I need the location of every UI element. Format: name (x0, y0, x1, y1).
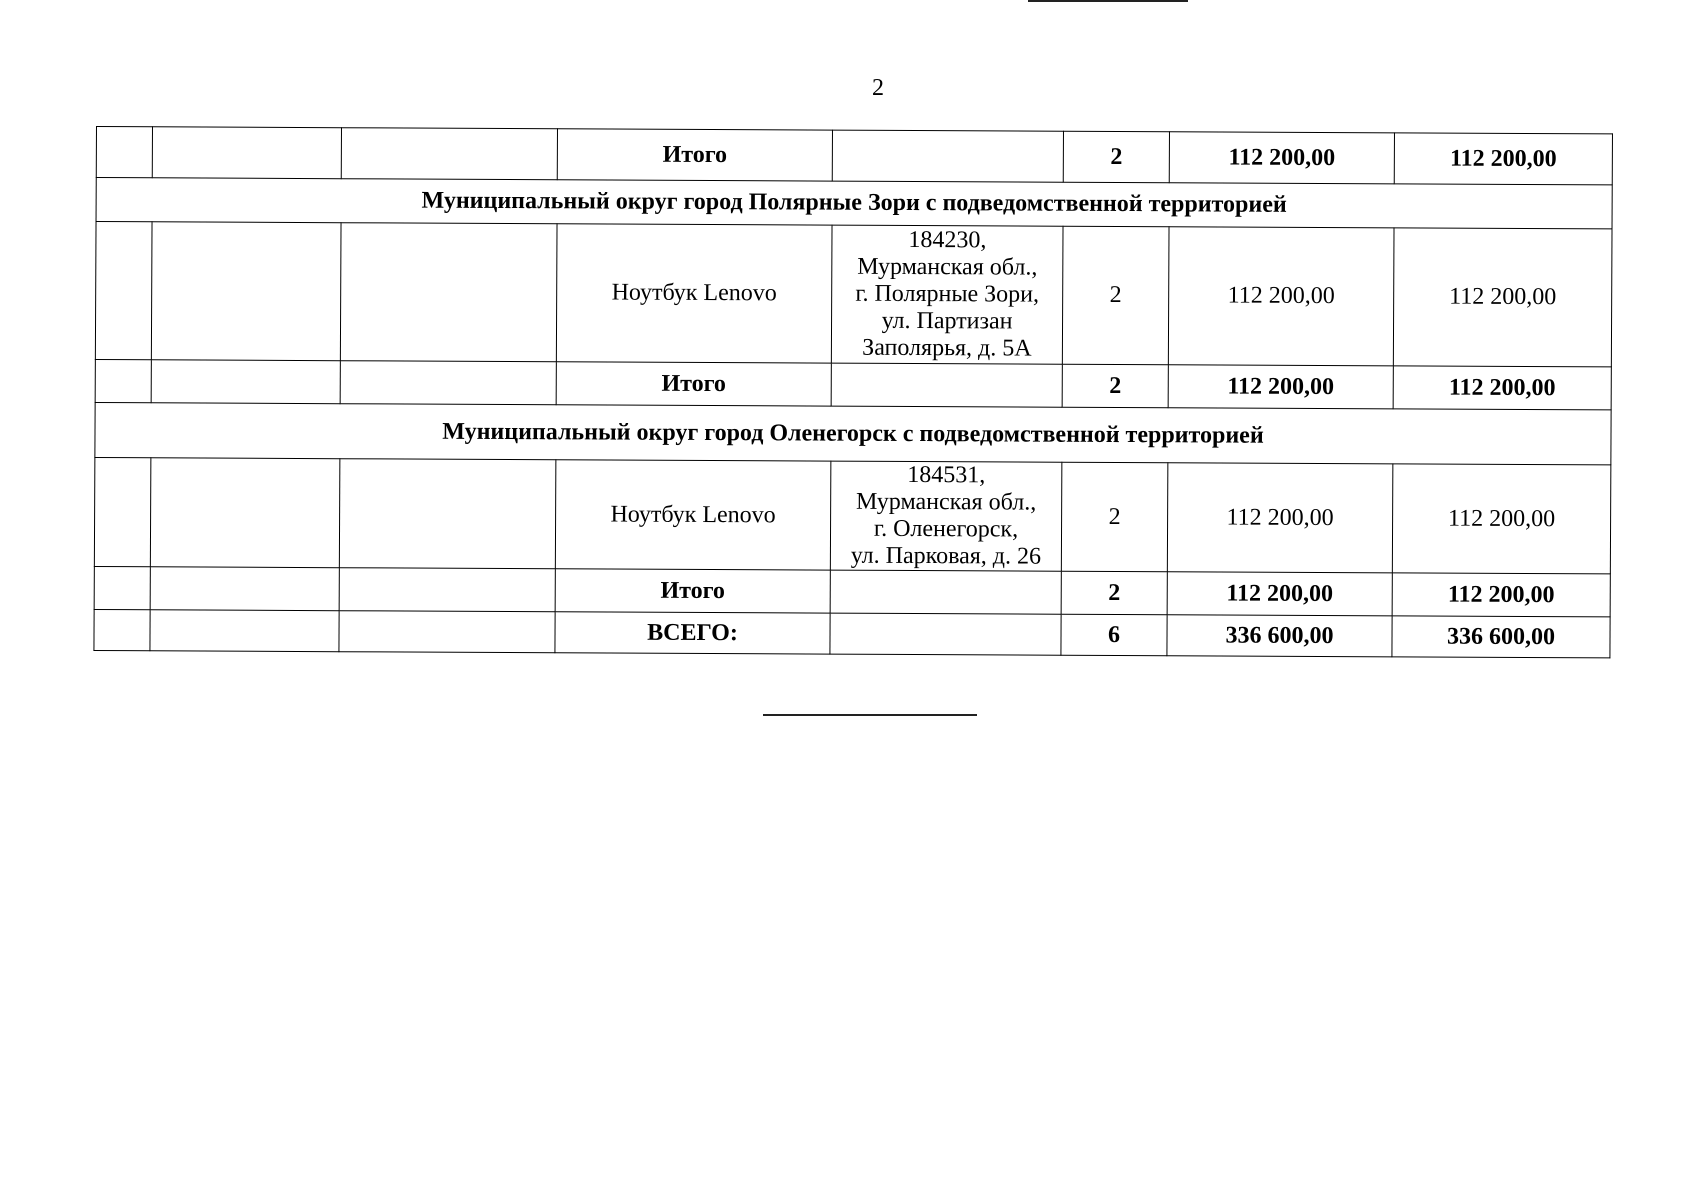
item-sum: 112 200,00 (1393, 228, 1612, 367)
total-price: 112 200,00 (1169, 132, 1394, 184)
empty-cell (341, 128, 557, 180)
table-row-section (95, 402, 1611, 464)
address-line: Заполярья, д. 5А (862, 334, 1032, 362)
grand-total-qty: 6 (1061, 614, 1167, 656)
equipment-table (93, 126, 1613, 658)
total-qty: 2 (1063, 131, 1169, 183)
empty-cell (95, 222, 152, 360)
empty-cell (96, 127, 152, 178)
empty-cell (94, 609, 150, 650)
empty-cell (151, 360, 340, 404)
empty-cell (831, 363, 1062, 407)
item-price: 112 200,00 (1167, 463, 1393, 573)
table-row-grand-total (94, 609, 1610, 657)
address-line: ул. Парковая, д. 26 (850, 542, 1042, 570)
table-row-item (95, 222, 1612, 367)
top-edge-mark (1028, 0, 1188, 2)
empty-cell (94, 457, 151, 566)
end-of-document-rule (763, 714, 977, 716)
total-label: Итого (556, 362, 831, 406)
address-line: г. Оленегорск, (873, 515, 1019, 543)
address-line: Мурманская обл., (857, 253, 1038, 281)
grand-total-sum: 336 600,00 (1392, 616, 1610, 658)
empty-cell (339, 459, 556, 569)
page-number: 2 (872, 75, 884, 101)
total-label: Итого (557, 129, 832, 181)
empty-cell (339, 568, 555, 612)
address-line: 184230, (908, 226, 987, 254)
item-price: 112 200,00 (1168, 227, 1394, 366)
total-sum: 112 200,00 (1392, 573, 1610, 617)
empty-cell (830, 613, 1061, 655)
address-line: г. Полярные Зори, (855, 280, 1040, 308)
total-price: 112 200,00 (1167, 572, 1392, 616)
table-row-total (94, 566, 1610, 616)
empty-cell (150, 567, 339, 611)
address-line: Мурманская обл., (856, 488, 1037, 516)
address-line: ул. Партизан (881, 307, 1013, 335)
table-row-item (94, 457, 1611, 573)
grand-total-label: ВСЕГО: (555, 612, 830, 654)
empty-cell (340, 223, 557, 362)
grand-total-price: 336 600,00 (1167, 615, 1392, 657)
item-address (830, 461, 1062, 571)
item-qty: 2 (1062, 226, 1169, 365)
empty-cell (830, 570, 1061, 614)
table-row-total (95, 359, 1611, 409)
item-name: Ноутбук Lenovo (556, 224, 832, 363)
address-line: 184531, (907, 461, 986, 489)
empty-cell (150, 610, 339, 652)
item-sum: 112 200,00 (1392, 464, 1611, 574)
section-title: Муниципальный округ город Оленегорск с подведомственной территорией (95, 402, 1611, 464)
empty-cell (832, 130, 1063, 182)
total-sum: 112 200,00 (1393, 366, 1611, 410)
empty-cell (95, 359, 151, 402)
empty-cell (150, 458, 340, 568)
total-qty: 2 (1062, 364, 1168, 408)
empty-cell (339, 611, 555, 653)
total-sum: 112 200,00 (1394, 133, 1612, 185)
table-row-total (96, 127, 1612, 185)
empty-cell (152, 127, 341, 179)
section-title: Муниципальный округ город Полярные Зори с подведомственной территорией (96, 178, 1612, 229)
empty-cell (151, 222, 341, 361)
empty-cell (94, 566, 150, 609)
total-price: 112 200,00 (1168, 365, 1393, 409)
item-address (831, 225, 1063, 364)
total-label: Итого (555, 569, 830, 613)
table-row-section (96, 178, 1612, 229)
item-qty: 2 (1061, 462, 1168, 572)
item-name: Ноутбук Lenovo (555, 460, 831, 570)
total-qty: 2 (1061, 571, 1167, 615)
empty-cell (340, 361, 556, 405)
